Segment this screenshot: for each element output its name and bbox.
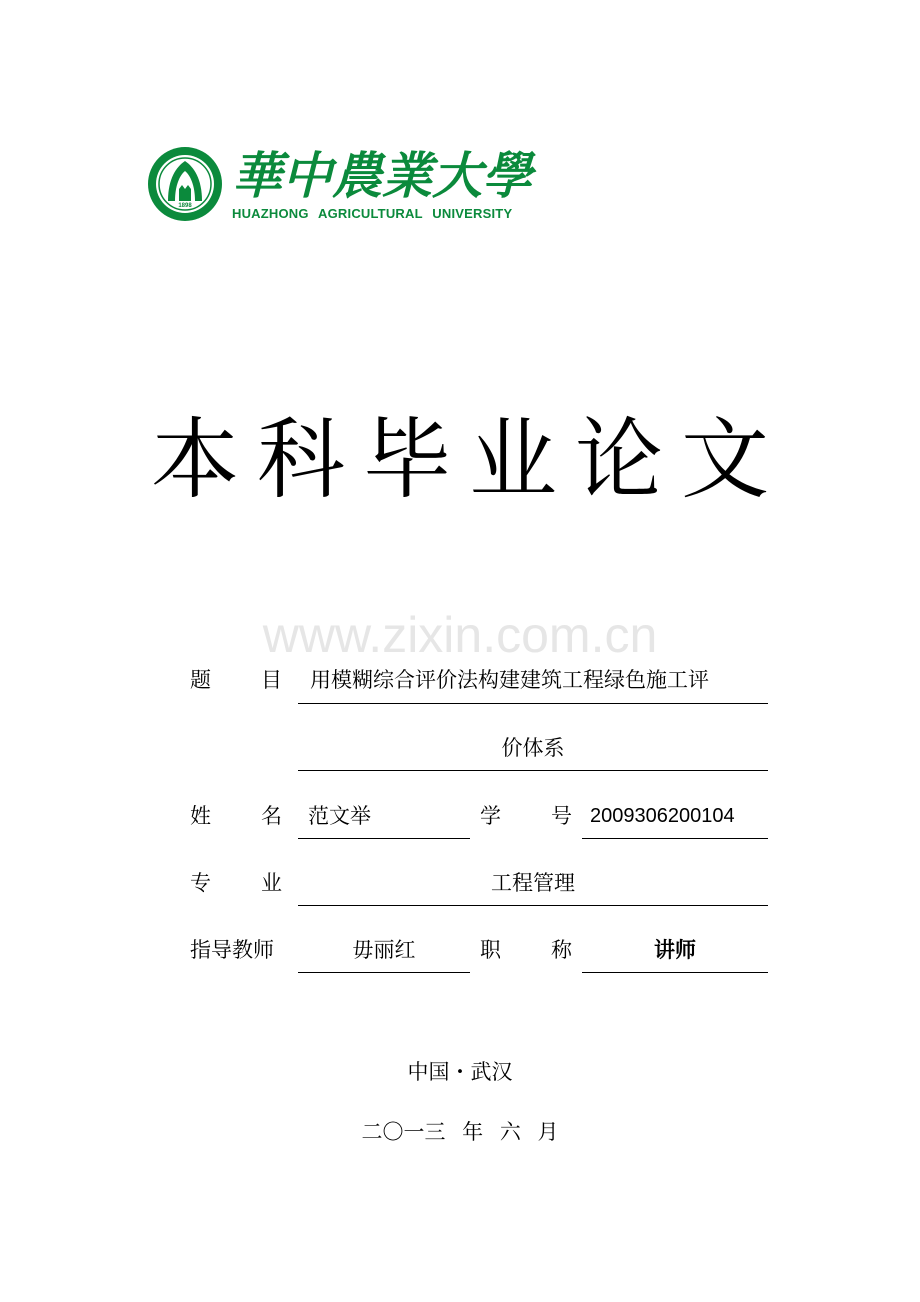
topic-underline-1 [298,703,768,704]
advisor-value: 毋丽红 [352,938,416,962]
major-label: 专业 [190,871,282,895]
date-text: 二〇一三 年 六 月 [361,1120,559,1144]
advisor-label: 指导教师 [190,938,274,962]
svg-text:1898: 1898 [178,203,192,209]
student-id-underline [582,838,768,839]
major-underline [298,905,768,906]
topic-label: 题目 [190,668,282,692]
university-seal-logo [146,145,224,223]
watermark: www.zixin.com.cn [262,607,658,663]
page-title: 本科毕业论文 [150,408,787,511]
topic-value-line1: 用模糊综合评价法构建建筑工程绿色施工评 [310,668,709,692]
student-id-value: 2009306200104 [590,805,735,827]
rank-underline [582,972,768,973]
advisor-underline [298,972,470,973]
major-value: 工程管理 [491,871,575,895]
name-value: 范文举 [308,804,371,828]
rank-label: 职称 [480,938,572,962]
place-text: 中国・武汉 [407,1060,513,1084]
name-underline [298,838,470,839]
topic-underline-2 [298,770,768,771]
topic-value-line2: 价体系 [501,736,565,760]
name-label: 姓名 [190,804,282,828]
rank-value: 讲师 [654,938,696,962]
university-name-cn: 華中農業大學 [232,146,532,205]
university-name-en: HUAZHONG AGRICULTURAL UNIVERSITY [232,206,513,221]
student-id-label: 学号 [480,804,572,828]
